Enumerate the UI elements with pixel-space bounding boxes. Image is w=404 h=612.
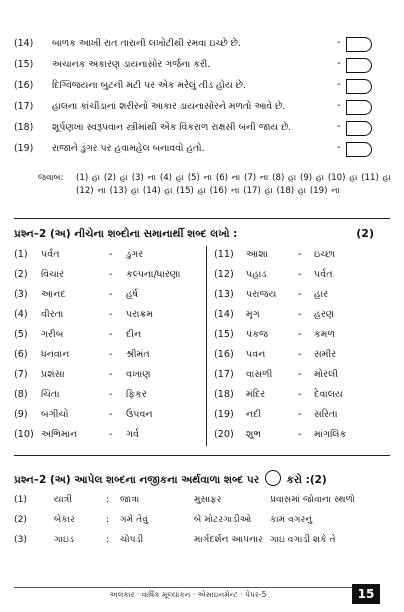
statement-item: (18) શૂર્પણખા સ્વરૂપવાન સ્ત્રીમાંથી એક વિકરાળ રાક્ષસી બની જાય છે. bbox=[14, 122, 292, 133]
page-footer: અલંકાર · વાર્ષિક મૂલ્યાંકન · એસાઇનમેન્ટ · પેપર-5 bbox=[14, 587, 362, 600]
statement-item: (16) દિગ્વિજયના બુટની મટી પર એક મરેલું તીડ હોય છે. bbox=[14, 80, 246, 91]
answer-box[interactable] bbox=[346, 121, 372, 136]
statement-item: (15) અચાનક અકારણ ડાયનાસોર ગર્જના કરી. bbox=[14, 59, 211, 70]
option[interactable]: પ્રવાસમાં જોવાના સ્થળો bbox=[270, 494, 356, 505]
answer-key-label: જવાબ: bbox=[38, 173, 64, 183]
option[interactable]: માર્ગદર્શન આપનાર bbox=[194, 534, 263, 545]
answer-dash: - bbox=[337, 58, 341, 69]
column-divider bbox=[206, 246, 207, 446]
answer-box[interactable] bbox=[346, 37, 372, 52]
page-number: 15 bbox=[352, 584, 380, 604]
statement-item: (17) હાલના કાંચીડાનાં શરીરનો આકાર ડાયનાસોરને મળતો આવે છે. bbox=[14, 101, 286, 112]
divider bbox=[14, 455, 390, 456]
option[interactable]: ગમે તેવું bbox=[120, 514, 148, 525]
divider bbox=[14, 218, 390, 219]
option[interactable]: કામ વગરનું bbox=[270, 514, 313, 525]
answer-dash: - bbox=[337, 142, 341, 153]
answer-box[interactable] bbox=[346, 142, 372, 157]
option[interactable]: મુસાફર bbox=[194, 494, 222, 505]
circle-icon bbox=[265, 470, 281, 486]
answer-dash: - bbox=[337, 37, 341, 48]
answer-box[interactable] bbox=[346, 79, 372, 94]
section-title: પ્રશ્ન–2 (અ) આપેલ શબ્દના નજીકના અર્થવાળા શબ્દ પર કરો :(2) bbox=[14, 470, 327, 487]
answer-box[interactable] bbox=[346, 58, 372, 73]
option[interactable]: બે મોટરગાડીઓ bbox=[194, 514, 252, 525]
option[interactable]: જાત્રા bbox=[120, 494, 140, 505]
answer-dash: - bbox=[337, 100, 341, 111]
statement-item: (14) બાળક આખી રાત તારાની લખોટીથી રમવા ઇચ્છે છે. bbox=[14, 38, 241, 49]
option[interactable]: ગાઇ વગાડી શકે તે bbox=[270, 534, 336, 545]
answer-key-text: (1) હા (2) હા (3) ના (4) હા (5) ના (6) ના (7) ના (8) હા (9) હા (10) હા (11) હા (12) ના (13) હા (14) હા (15) હા (16) ના (17) હા (18) હા (19) ના bbox=[76, 173, 391, 196]
section-marks: (2) bbox=[356, 227, 374, 240]
answer-dash: - bbox=[337, 79, 341, 90]
section-title: પ્રશ્ન–2 (અ) નીચેના શબ્દોના સમાનાર્થી શબ્દ લખો : bbox=[14, 228, 238, 240]
statement-item: (19) રાજાને ડુંગર પર હવામહેલ બનાવવો હતો. bbox=[14, 143, 205, 154]
option[interactable]: ચોપડી bbox=[120, 534, 144, 545]
answer-box[interactable] bbox=[346, 100, 372, 115]
answer-dash: - bbox=[337, 121, 341, 132]
